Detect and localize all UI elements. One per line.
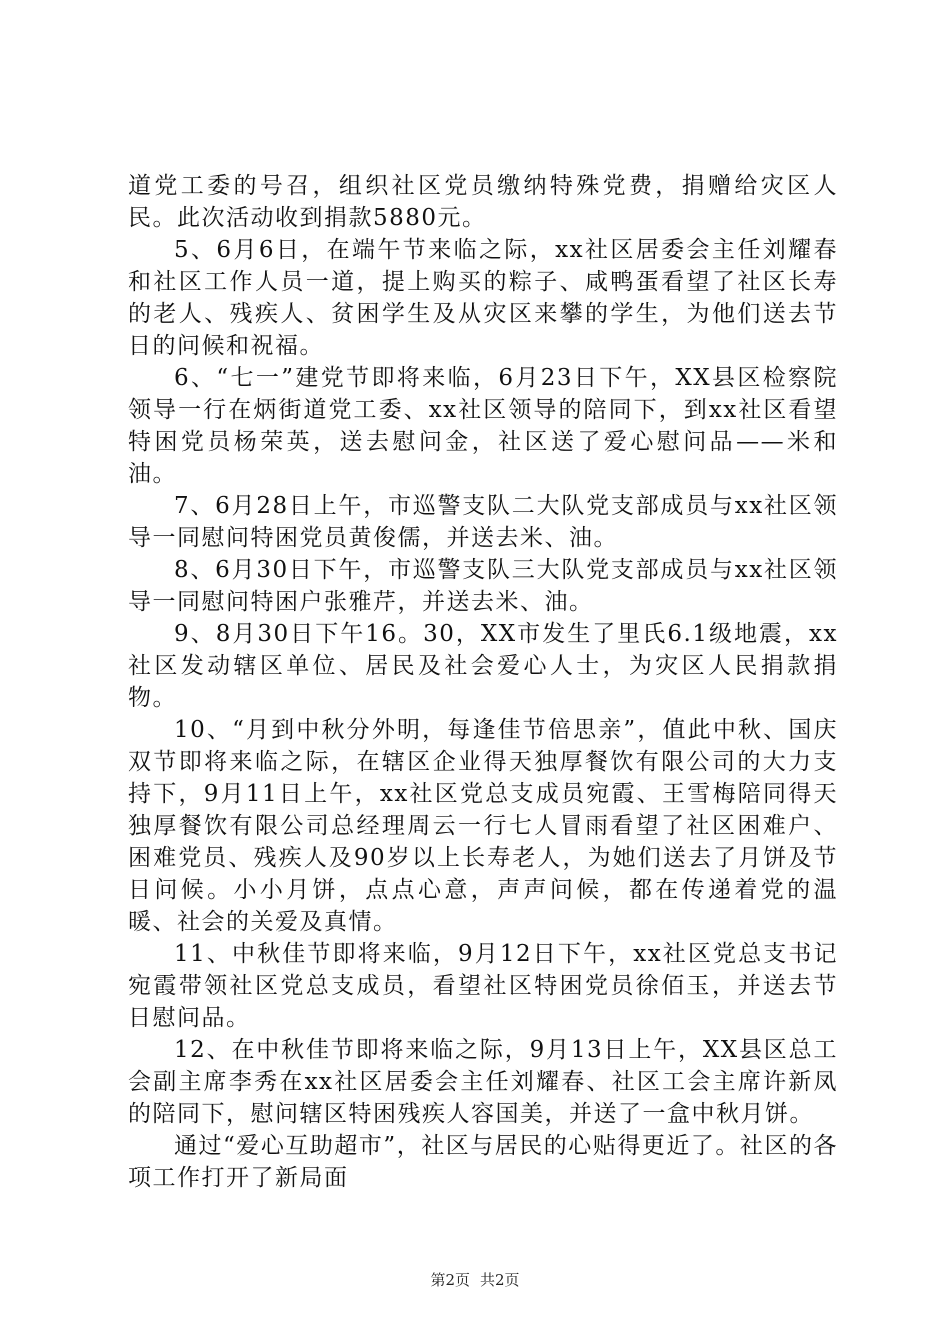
paragraph-item-5: 5、6月6日，在端午节来临之际，xx社区居委会主任刘耀春和社区工作人员一道，提上购买的粽子、咸鸭蛋看望了社区长寿的老人、残疾人、贫困学生及从灾区来攀的学生，为他们送去节日的问候和祝福。 xyxy=(128,237,838,359)
paragraph-item-10: 10、“月到中秋分外明，每逢佳节倍思亲”，值此中秋、国庆双节即将来临之际，在辖区企业得天独厚餐饮有限公司的大力支持下，9月11日上午，xx社区党总支成员宛霞、王雪梅陪同得天独厚餐饮有限公司总经理周云一行七人冒雨看望了社区困难户、困难党员、残疾人及90岁以上长寿老人，为她们送去了月饼及节日问候。小小月饼，点点心意，声声问候，都在传递着党的温暖、社会的关爱及真情。 xyxy=(128,717,838,935)
page-total: 共2页 xyxy=(480,1271,520,1289)
paragraph-item-6: 6、“七一”建党节即将来临，6月23日下午，XX县区检察院领导一行在炳街道党工委、xx社区领导的陪同下，到xx社区看望特困党员杨荣英，送去慰问金，社区送了爱心慰问品——米和油。 xyxy=(128,365,838,487)
paragraph-item-7: 7、6月28日上午，市巡警支队二大队党支部成员与xx社区领导一同慰问特困党员黄俊儒，并送去米、油。 xyxy=(128,493,838,551)
document-body xyxy=(128,170,838,1194)
page-footer xyxy=(0,1270,950,1290)
paragraph-continuation: 道党工委的号召，组织社区党员缴纳特殊党费，捐赠给灾区人民。此次活动收到捐款5880元。 xyxy=(128,173,838,231)
paragraph-item-12: 12、在中秋佳节即将来临之际，9月13日上午，XX县区总工会副主席李秀在xx社区居委会主任刘耀春、社区工会主席许新凤的陪同下，慰问辖区特困残疾人容国美，并送了一盒中秋月饼。 xyxy=(128,1037,838,1127)
paragraph-item-9: 9、8月30日下午16。30，XX市发生了里氏6.1级地震，xx社区发动辖区单位、居民及社会爱心人士，为灾区人民捐款捐物。 xyxy=(128,621,838,711)
page-number: 第2页 xyxy=(430,1271,470,1289)
paragraph-conclusion: 通过“爱心互助超市”，社区与居民的心贴得更近了。社区的各项工作打开了新局面 xyxy=(128,1133,838,1191)
paragraph-item-11: 11、中秋佳节即将来临，9月12日下午，xx社区党总支书记宛霞带领社区党总支成员，看望社区特困党员徐佰玉，并送去节日慰问品。 xyxy=(128,941,838,1031)
paragraph-item-8: 8、6月30日下午，市巡警支队三大队党支部成员与xx社区领导一同慰问特困户张雅芹，并送去米、油。 xyxy=(128,557,838,615)
